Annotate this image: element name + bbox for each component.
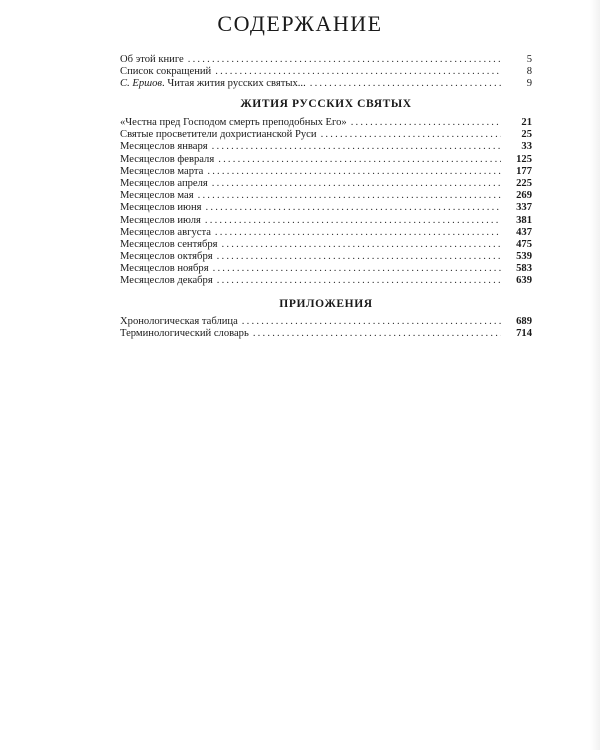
toc-entry-title [120,141,208,153]
dot-leader [212,141,501,153]
toc-entry-page-number: 689 [516,316,532,327]
toc-entry-title [120,129,317,141]
toc-entry-title-text: Святые просветители дохристианской Руси [120,129,317,141]
toc-entry-title-text: Список сокращений [120,66,212,78]
toc-entry [120,275,532,287]
toc-entry-title-text: Месяцеслов сентября [120,238,218,250]
toc-entry [120,54,532,66]
page-edge-shadow [590,0,600,750]
lives-list [120,117,532,288]
toc-entry-page-number: 381 [516,214,532,226]
toc-entry-title [120,166,203,178]
toc-entry-page-number: 5 [526,54,532,65]
section-heading-lives: ЖИТИЯ РУССКИХ СВЯТЫХ [240,98,412,110]
dot-leader [206,202,501,214]
toc-entry-title-text: Месяцеслов января [120,141,208,153]
toc-entry-title [120,239,218,251]
toc-entry-title [120,78,306,90]
toc-entry-page-number: 475 [516,238,532,250]
dot-leader [242,316,501,328]
toc-entry-page-number: 9 [526,78,532,90]
dot-leader [215,66,501,78]
toc-entry [120,202,532,214]
toc-entry-page-number: 8 [526,66,532,78]
toc-entry-title [120,190,194,202]
toc-entry [120,129,532,141]
appendix-list [120,316,532,340]
toc-entry-title-text: Месяцеслов февраля [120,153,215,165]
toc-entry [120,178,532,190]
toc-entry-title [120,178,208,190]
toc-entry [120,66,532,78]
toc-entry-title-text: . Читая жития русских святых... [162,78,306,90]
front-matter-list [120,54,532,91]
toc-entry [120,328,532,340]
toc-entry-title [120,227,211,239]
toc-entry-title-text: Месяцеслов августа [120,226,211,238]
section-heading-appendix: ПРИЛОЖЕНИЯ [279,298,373,310]
toc-entry-title-text: Месяцеслов июня [120,202,202,214]
toc-entry [120,154,532,166]
dot-leader [222,239,501,251]
toc-entry-page-number: 125 [516,153,532,165]
toc-entry [120,190,532,202]
dot-leader [205,215,501,227]
toc-entry-title [120,154,214,166]
toc-entry-page-number: 25 [521,129,532,141]
toc-entry-title [120,275,213,287]
dot-leader [218,154,501,166]
toc-entry-page-number: 225 [516,177,532,189]
toc-entry [120,215,532,227]
toc-entry-title-text: «Честна пред Господом смерть преподобных Его» [120,117,347,128]
toc-entry-page-number: 337 [516,202,532,214]
toc-entry-title-text: Терминологический словарь [120,328,249,340]
toc-entry [120,263,532,275]
dot-leader [351,117,501,129]
toc-entry-title-text: Месяцеслов апреля [120,177,208,189]
toc-entry-title [120,215,201,227]
toc-entry [120,239,532,251]
toc-entry [120,78,532,90]
toc-entry [120,316,532,328]
toc-entry-title [120,54,184,66]
toc-entry [120,227,532,239]
page-title: СОДЕРЖАНИЕ [217,11,383,36]
toc-entry-title-text: Месяцеслов мая [120,190,194,202]
toc-entry-title-text: Месяцеслов ноября [120,263,209,275]
dot-leader [212,178,501,190]
toc-entry-page-number: 714 [516,328,532,340]
dot-leader [310,78,501,90]
toc-entry-title-text: Месяцеслов октября [120,251,213,263]
toc-entry-page-number: 269 [516,190,532,202]
toc-entry-title [120,263,209,275]
toc-entry-title [120,117,347,129]
toc-entry [120,166,532,178]
dot-leader [198,190,501,202]
toc-entry-title-text: Месяцеслов декабря [120,275,213,287]
toc-entry-author: С. Ершов [120,78,163,90]
toc-entry-page-number: 639 [516,275,532,287]
dot-leader [213,263,501,275]
dot-leader [207,166,501,178]
toc-entry-title [120,328,249,340]
toc-entry [120,141,532,153]
toc-entry-page-number: 539 [516,251,532,263]
toc-entry-title [120,202,202,214]
dot-leader [188,54,501,66]
toc-entry-title [120,316,238,328]
toc-entry [120,117,532,129]
dot-leader [217,251,501,263]
toc-entry-page-number: 177 [516,165,532,177]
toc-entry-page-number: 583 [516,263,532,275]
toc-entry [120,251,532,263]
toc-entry-title [120,251,213,263]
dot-leader [217,275,501,287]
toc-entry-title-text: Хронологическая таблица [120,316,238,327]
toc-entry-title-text: Месяцеслов марта [120,165,204,177]
toc-entry-page-number: 437 [516,226,532,238]
dot-leader [215,227,501,239]
toc-entry-title-text: Месяцеслов июля [120,214,201,226]
dot-leader [253,328,501,340]
toc-entry-title [120,66,211,78]
dot-leader [321,129,501,141]
toc-entry-page-number: 21 [521,117,532,128]
toc-entry-page-number: 33 [521,141,532,153]
toc-entry-title-text: Об этой книге [120,54,184,65]
